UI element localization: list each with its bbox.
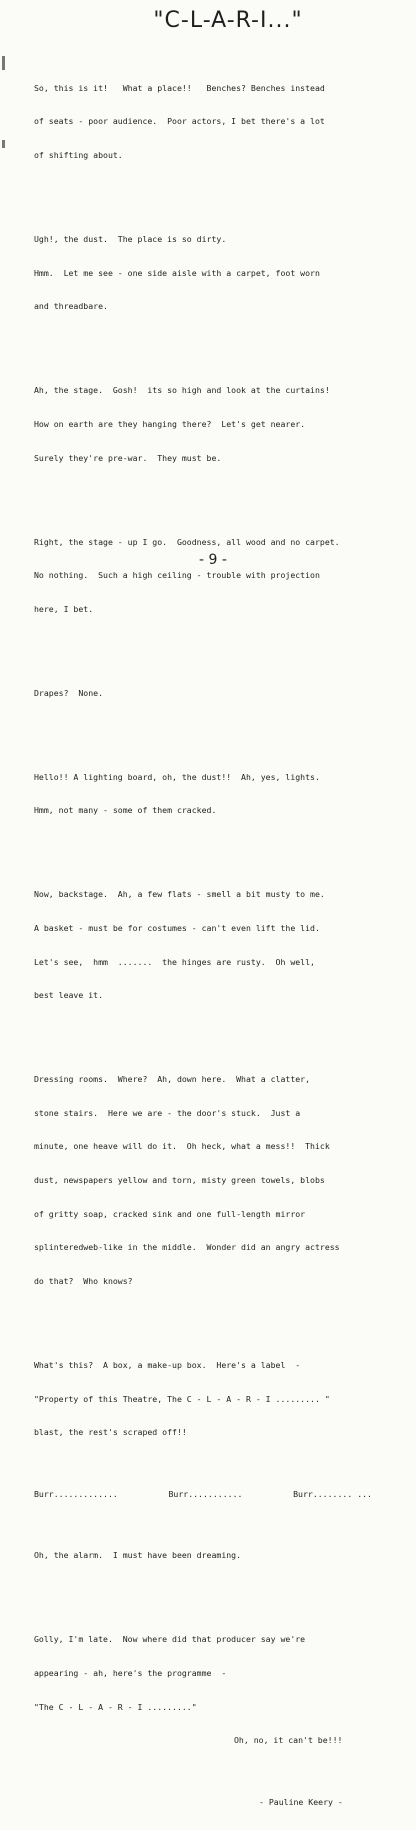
story-title: "C-L-A-R-I..." <box>153 8 303 33</box>
text-line: Hmm, not many - some of them cracked. <box>34 805 217 816</box>
text-line: do that? Who knows? <box>34 1275 133 1286</box>
margin-mark <box>2 140 5 148</box>
text-line: dust, newspapers yellow and torn, misty green towels, blobs <box>34 1175 325 1186</box>
text-line: A basket - must be for costumes - can't even lift the lid. <box>34 923 320 933</box>
text-line: Hello!! A lighting board, oh, the dust!! Ah, yes, lights. <box>34 771 320 782</box>
paragraph <box>34 665 402 721</box>
text-line: minute, one heave will do it. Oh heck, what a mess!! Thick <box>34 1141 330 1152</box>
text-line: Drapes? None. <box>34 687 104 698</box>
paragraph <box>34 363 402 486</box>
paragraph <box>34 867 402 1024</box>
text-line: of seats - poor audience. Poor actors, I bet there's a lot <box>34 116 325 127</box>
text-line: Golly, I'm late. Now where did that producer say we're <box>34 1634 306 1645</box>
author-signature: - Pauline Keery - <box>259 1796 343 1807</box>
text-line: best leave it. <box>34 990 104 1001</box>
text-line: Let's see, hmm ....... the hinges are rusty. Oh well, <box>34 956 315 967</box>
text-line: So, this is it! What a place!! Benches? Benches instead <box>34 82 325 93</box>
text-line: "Property of this Theatre, The C - L - A - R - I ......... " <box>34 1393 330 1404</box>
text-line: and threadbare. <box>34 301 108 312</box>
text-line: Dressing rooms. Where? Ah, down here. What a clatter, <box>34 1074 311 1085</box>
burr-line <box>34 1489 372 1500</box>
text-line: Ah, the stage. Gosh! its so high and look at the curtains! <box>34 385 330 396</box>
text-line: of gritty soap, cracked sink and one full-length mirror <box>34 1208 306 1219</box>
margin-mark <box>2 56 5 70</box>
paragraph <box>34 1052 402 1310</box>
story-body <box>34 38 402 1830</box>
paragraph <box>34 1528 402 1584</box>
text-line: appearing - ah, here's the programme - <box>34 1667 227 1678</box>
text-line: blast, the rest's scraped off!! <box>34 1427 187 1438</box>
text-line: What's this? A box, a make-up box. Here's a label - <box>34 1359 301 1370</box>
paragraph <box>34 1612 402 1769</box>
paragraph <box>34 514 402 637</box>
paragraph <box>34 60 402 183</box>
text-line: Oh, the alarm. I must have been dreaming. <box>34 1550 242 1561</box>
text-line: here, I bet. <box>34 603 94 614</box>
text-line: How on earth are they hanging there? Let's get nearer. <box>34 418 306 429</box>
burr-text: Burr............. <box>34 1488 118 1499</box>
text-line: Surely they're pre-war. They must be. <box>34 452 222 463</box>
paragraph <box>34 749 402 839</box>
burr-text: Burr........ ... <box>293 1488 372 1499</box>
text-line: stone stairs. Here we are - the door's stuck. Just a <box>34 1107 301 1118</box>
text-line: of shifting about. <box>34 150 123 161</box>
text-line: Hmm. Let me see - one side aisle with a carpet, foot worn <box>34 267 320 278</box>
closing-line: Oh, no, it can't be!!! <box>234 1735 343 1746</box>
text-line: Now, backstage. Ah, a few flats - smell a bit musty to me. <box>34 889 325 900</box>
text-line: Ugh!, the dust. The place is so dirty. <box>34 234 227 245</box>
text-line: splinteredweb-like in the middle. Wonder did an angry actress <box>34 1242 340 1253</box>
programme-line: "The C - L - A - R - I ........." <box>34 1701 197 1712</box>
page-number: - 9 - <box>199 552 227 568</box>
burr-text: Burr........... <box>168 1488 243 1499</box>
paragraph <box>34 1338 402 1461</box>
text-line: No nothing. Such a high ceiling - trouble with projection <box>34 570 320 581</box>
paragraph <box>34 212 402 335</box>
text-line: Right, the stage - up I go. Goodness, all wood and no carpet. <box>34 536 340 547</box>
